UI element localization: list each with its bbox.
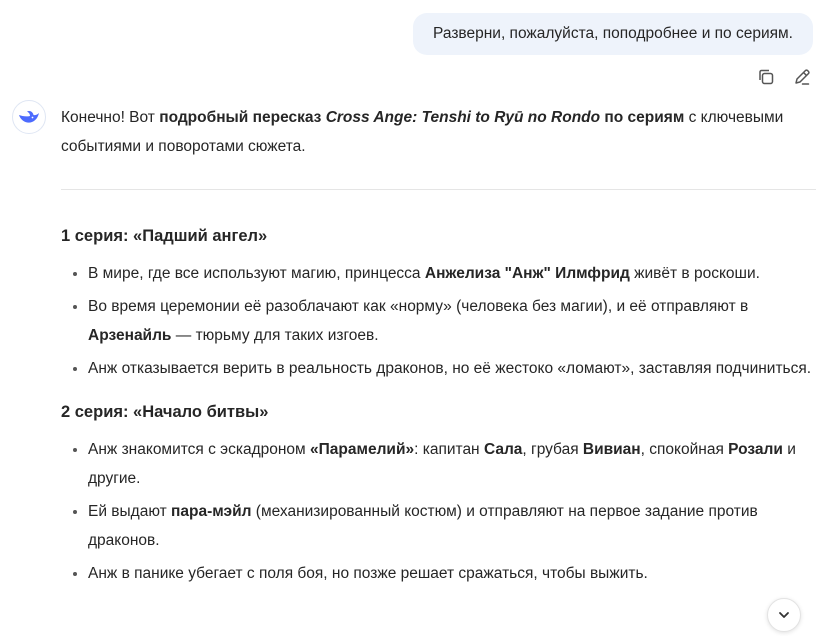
list-item: • Во время церемонии её разоблачают как «норму» (человека без магии), и её отправляют в Арзенайль — тюрьму для таких изгоев. bbox=[88, 292, 816, 350]
assistant-avatar bbox=[12, 100, 46, 134]
episode-list bbox=[61, 435, 816, 588]
intro-text: Конечно! Вот bbox=[61, 109, 160, 126]
whale-logo-icon bbox=[18, 109, 40, 125]
episode-heading: 1 серия: «Падший ангел» bbox=[61, 227, 268, 245]
anime-title: Cross Ange: Tenshi to Ryū no Rondo bbox=[325, 109, 601, 126]
edit-icon bbox=[793, 68, 811, 86]
user-message-text: Разверни, пожалуйста, поподробнее и по сериям. bbox=[433, 25, 793, 42]
intro-paragraph bbox=[61, 103, 816, 161]
intro-bold-2: по сериям bbox=[600, 109, 685, 126]
assistant-answer bbox=[61, 103, 816, 592]
message-toolbar bbox=[755, 66, 813, 88]
scroll-to-bottom-button[interactable] bbox=[767, 598, 801, 632]
list-item: • В мире, где все используют магию, принцесса Анжелиза "Анж" Илмфрид живёт в роскоши. bbox=[88, 259, 816, 288]
episode-list bbox=[61, 259, 816, 383]
intro-text-2: с ключевыми событиями и поворотами сюжета. bbox=[61, 109, 784, 155]
chevron-down-icon bbox=[777, 608, 791, 622]
list-item: • Анж отказывается верить в реальность драконов, но её жестоко «ломают», заставляя подчиниться. bbox=[88, 354, 816, 383]
list-item: • Ей выдают пара-мэйл (механизированный костюм) и отправляют на первое задание против драконов. bbox=[88, 497, 816, 555]
list-item: • Анж знакомится с эскадроном «Парамелий»: капитан Сала, грубая Вивиан, спокойная Розали и другие. bbox=[88, 435, 816, 493]
intro-bold: подробный пересказ bbox=[159, 109, 326, 126]
copy-icon bbox=[757, 68, 775, 86]
copy-button[interactable] bbox=[755, 66, 777, 88]
edit-button[interactable] bbox=[791, 66, 813, 88]
divider bbox=[61, 189, 816, 190]
list-item: • Анж в панике убегает с поля боя, но позже решает сражаться, чтобы выжить. bbox=[88, 559, 816, 588]
episode-heading: 2 серия: «Начало битвы» bbox=[61, 403, 269, 421]
user-message-bubble bbox=[413, 13, 813, 55]
